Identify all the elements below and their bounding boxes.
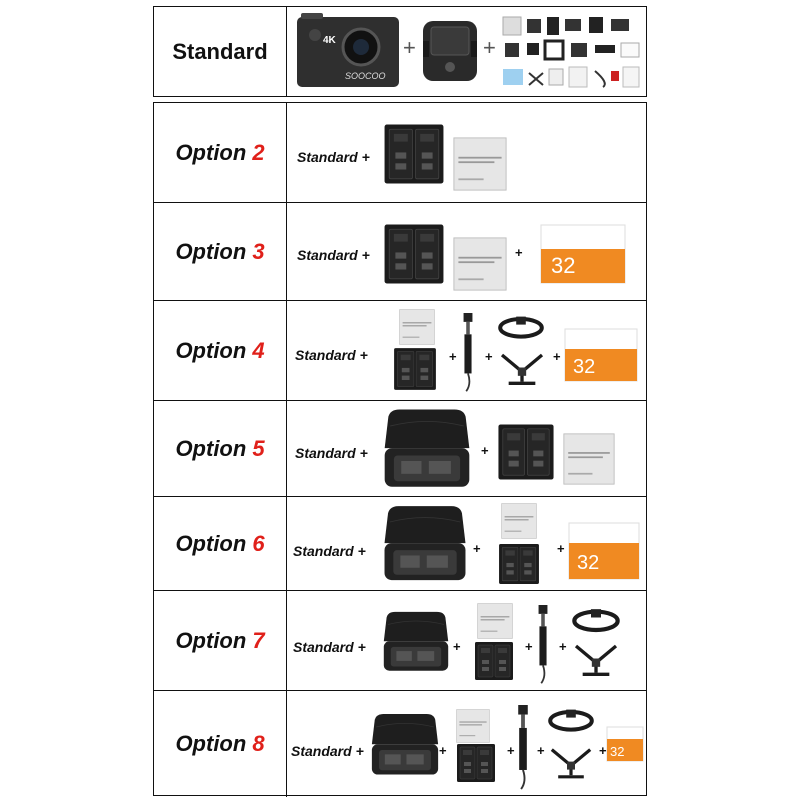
battery-icon — [453, 137, 507, 191]
option-label-cell — [154, 103, 287, 202]
dual-charger-icon — [383, 215, 445, 293]
dual-charger-icon — [447, 743, 505, 783]
sd-card-capacity: 32 — [577, 552, 600, 574]
standard-label-cell — [154, 7, 287, 96]
option-label: Option 7 — [175, 627, 265, 653]
sd-card-capacity: 32 — [610, 744, 625, 759]
plus-sign: + — [599, 743, 607, 758]
carry-case-icon — [369, 707, 441, 783]
battery-icon — [499, 503, 539, 539]
option-row — [154, 691, 646, 797]
option-contents — [287, 401, 646, 496]
dual-charger-icon — [383, 347, 447, 391]
dual-charger-icon — [497, 415, 555, 489]
camera-brand-text: SOOCOO — [345, 71, 386, 81]
option-row — [154, 103, 646, 203]
option-contents — [287, 203, 646, 300]
plus-sign: + — [473, 541, 481, 556]
plus-sign: + — [537, 743, 545, 758]
chest-strap-icon — [571, 643, 621, 679]
head-strap-icon — [547, 705, 595, 735]
option-number: 4 — [252, 337, 265, 363]
sd-card-icon — [569, 523, 639, 579]
option-number: 5 — [252, 435, 265, 461]
option-row — [154, 401, 646, 497]
sd-card-icon — [541, 225, 625, 283]
option-row — [154, 203, 646, 301]
selfie-stick-icon — [457, 313, 479, 393]
option-row — [154, 497, 646, 591]
head-strap-icon — [497, 313, 545, 341]
plus-sign: + — [403, 35, 416, 60]
standard-contents — [287, 7, 646, 96]
option-label: Option 2 — [175, 139, 265, 165]
option-number: 6 — [252, 530, 265, 556]
plus-sign: + — [515, 245, 523, 260]
remote-control-icon — [421, 17, 479, 85]
sd-card-icon — [565, 329, 637, 381]
option-row — [154, 591, 646, 691]
option-contents — [287, 301, 646, 400]
plus-sign: + — [559, 639, 567, 654]
option-contents — [287, 497, 646, 590]
options-table — [153, 102, 647, 796]
option-label: Option 8 — [175, 731, 265, 756]
standard-plus-text: Standard + — [295, 347, 368, 363]
carry-case-icon — [381, 407, 473, 491]
head-strap-icon — [571, 605, 621, 635]
dual-charger-icon — [465, 641, 523, 681]
plus-sign: + — [449, 349, 457, 364]
mount-accessories-icon — [499, 13, 645, 93]
standard-plus-text: Standard + — [297, 247, 370, 263]
option-label-cell — [154, 497, 287, 590]
option-label: Option 6 — [175, 530, 265, 556]
plus-sign: + — [439, 743, 447, 758]
standard-plus-text: Standard + — [293, 639, 366, 655]
action-camera-icon — [295, 13, 401, 89]
standard-plus-text: Standard + — [295, 445, 368, 461]
option-label-cell — [154, 203, 287, 300]
sd-card-icon — [607, 727, 643, 761]
plus-sign: + — [453, 639, 461, 654]
dual-charger-icon — [487, 543, 551, 585]
option-contents — [287, 591, 646, 690]
sd-card-capacity: 32 — [551, 253, 576, 278]
sd-card-capacity: 32 — [573, 356, 596, 378]
option-number: 8 — [252, 731, 265, 756]
option-label-cell — [154, 301, 287, 400]
battery-icon — [453, 237, 507, 291]
plus-sign: + — [553, 349, 561, 364]
option-label-cell — [154, 591, 287, 690]
camera-4k-badge: 4K — [323, 35, 336, 46]
option-number: 2 — [252, 139, 265, 165]
option-contents — [287, 103, 646, 202]
option-label: Option 3 — [175, 238, 265, 264]
plus-sign: + — [483, 35, 496, 60]
plus-sign: + — [485, 349, 493, 364]
option-label-cell — [154, 401, 287, 496]
option-number: 3 — [252, 238, 265, 264]
plus-sign: + — [507, 743, 515, 758]
selfie-stick-icon — [513, 705, 533, 791]
option-contents — [287, 691, 646, 797]
plus-sign: + — [525, 639, 533, 654]
standard-plus-text: Standard + — [291, 743, 364, 759]
carry-case-icon — [381, 607, 451, 677]
standard-plus-text: Standard + — [297, 149, 370, 165]
chest-strap-icon — [497, 353, 547, 387]
battery-icon — [475, 603, 515, 639]
battery-icon — [397, 309, 437, 345]
dual-charger-icon — [383, 115, 445, 193]
chest-strap-icon — [547, 747, 595, 781]
plus-sign: + — [481, 443, 489, 458]
option-row — [154, 301, 646, 401]
standard-plus-text: Standard + — [293, 543, 366, 559]
option-label: Option 4 — [175, 337, 265, 363]
battery-icon — [563, 433, 615, 485]
battery-icon — [453, 709, 493, 743]
plus-sign: + — [557, 541, 565, 556]
option-number: 7 — [252, 627, 265, 653]
option-label-cell — [154, 691, 287, 797]
selfie-stick-icon — [533, 605, 553, 685]
standard-package-box — [153, 6, 647, 97]
standard-title: Standard — [172, 38, 268, 64]
carry-case-icon — [381, 503, 469, 585]
option-label: Option 5 — [175, 435, 265, 461]
